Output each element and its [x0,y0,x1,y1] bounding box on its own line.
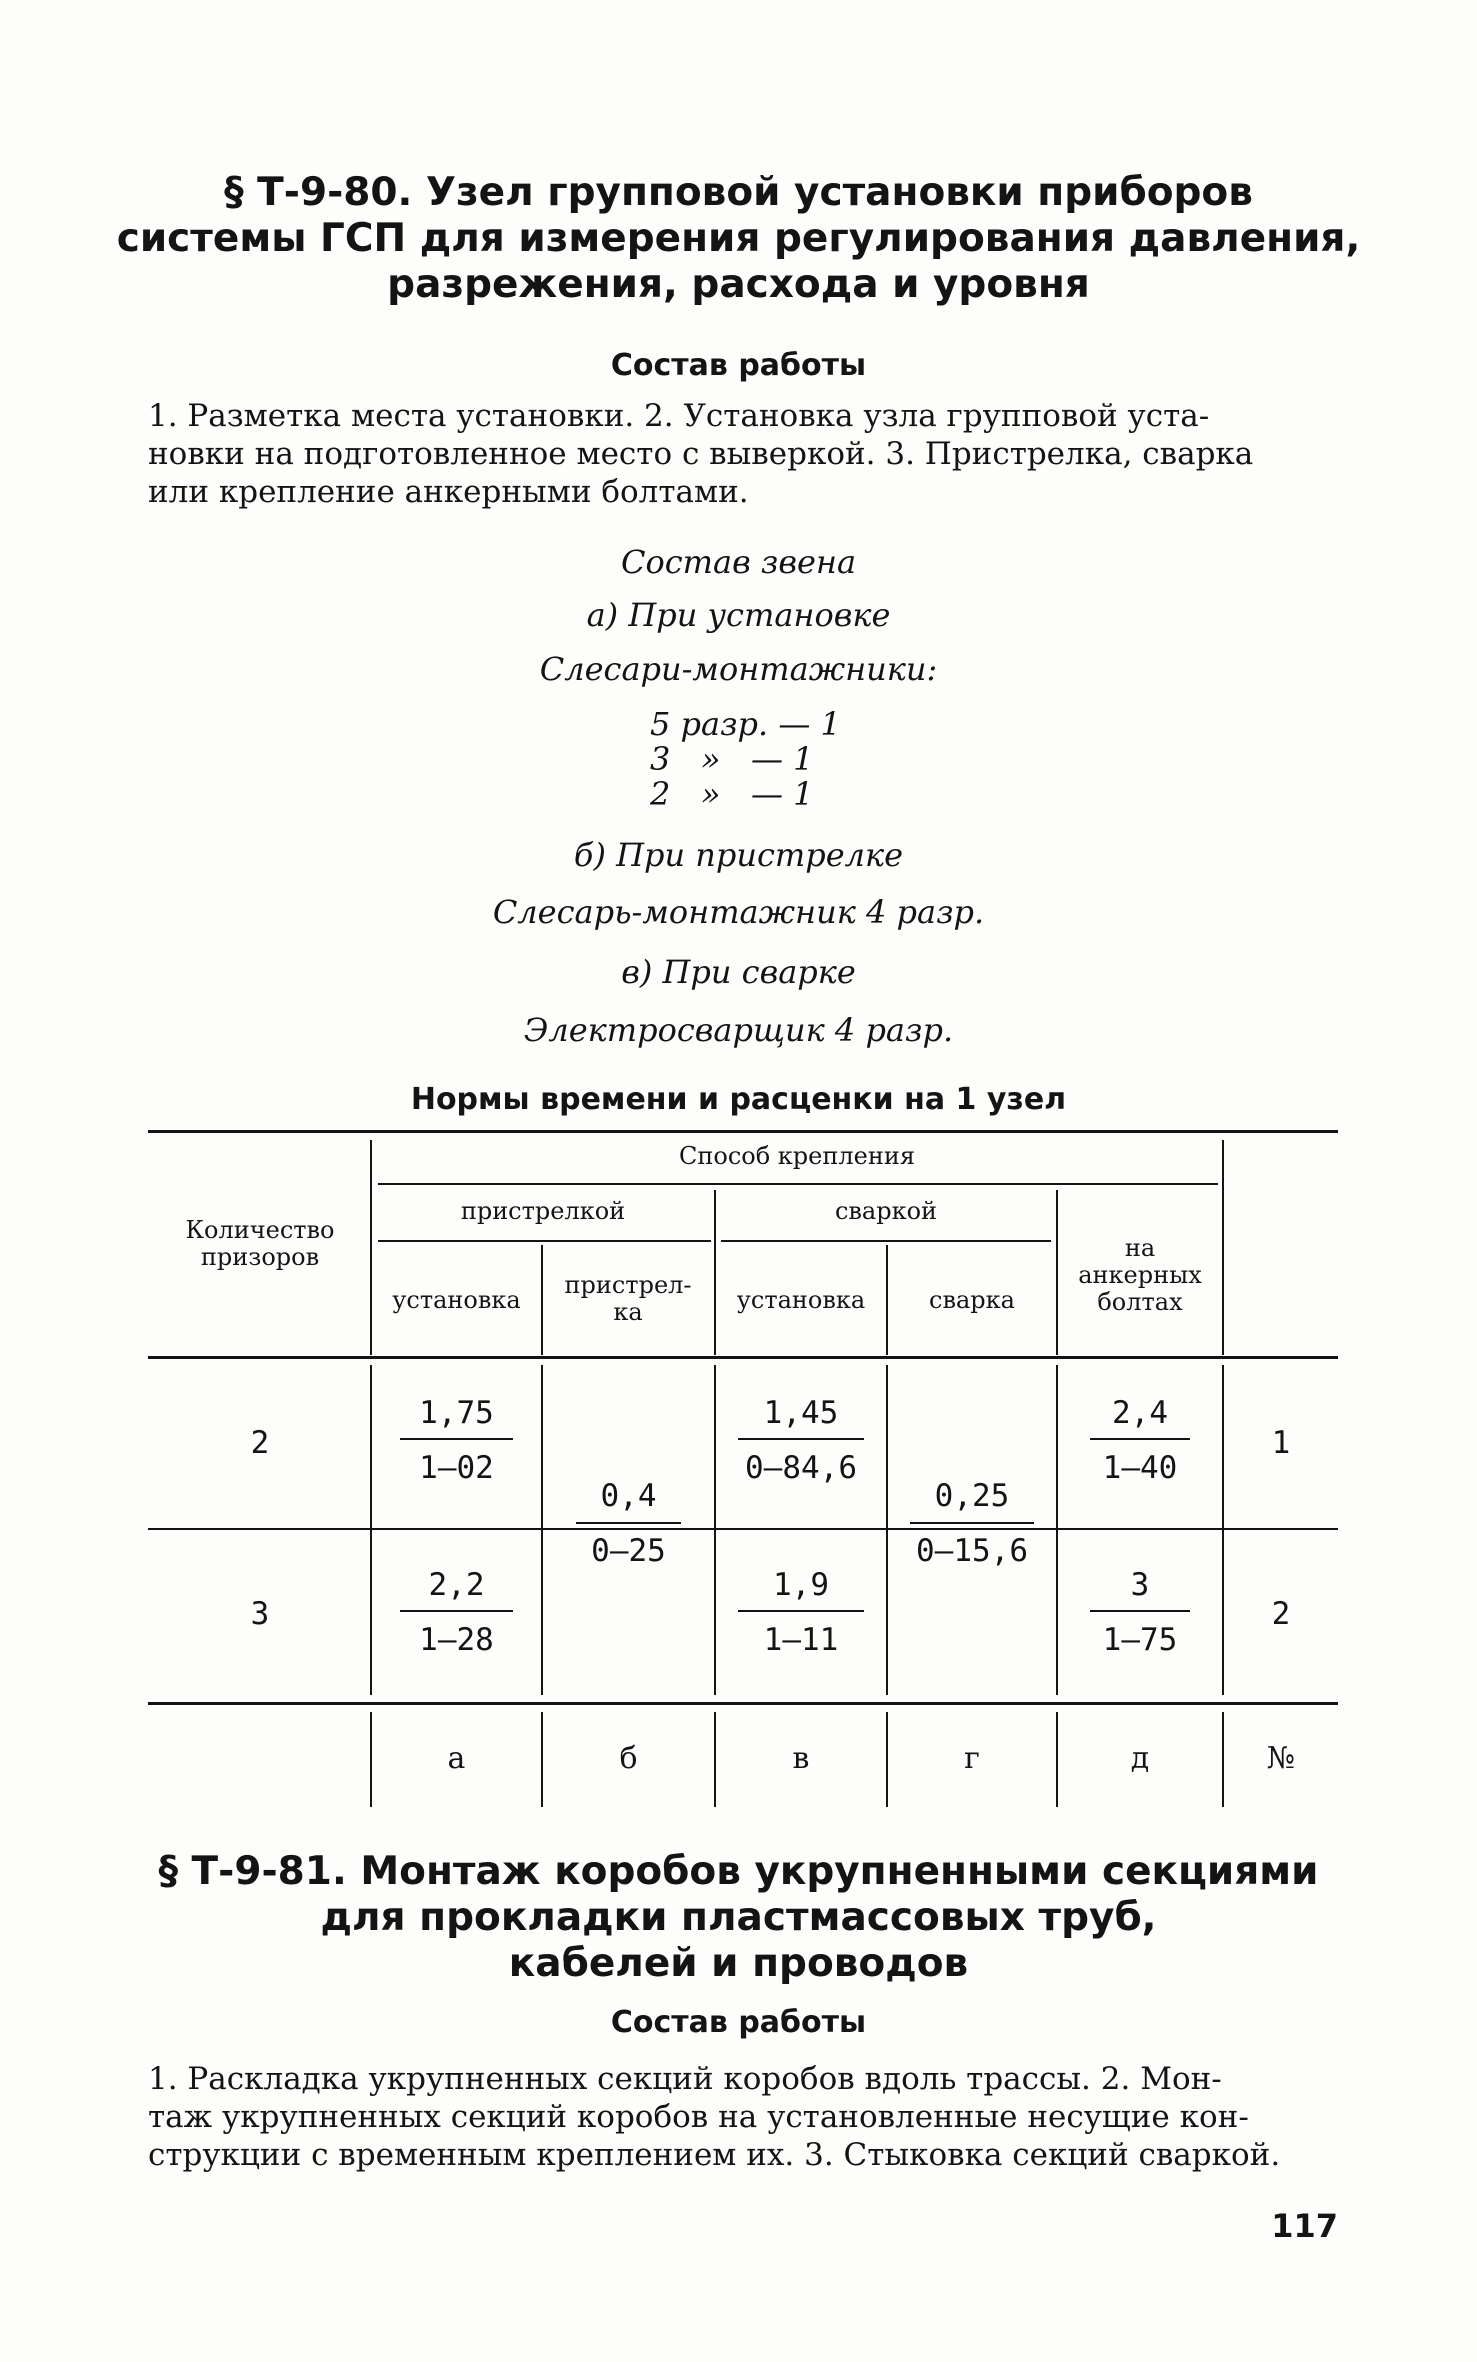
column-letter: а [447,1741,466,1776]
work-heading: Состав работы [610,348,867,383]
fraction-bar [910,1522,1034,1524]
header-install: установка [392,1286,521,1314]
section2-title-line-2: для прокладки пластмассовых труб, [320,1895,1157,1940]
crew-c-role: Электросварщик 4 разр. [523,1011,954,1049]
table-rule [148,1130,1338,1133]
column-letter: № [1266,1741,1296,1776]
table-rule [886,1365,888,1695]
table-rule [1222,1140,1224,1355]
fraction-bar [738,1438,864,1440]
table-rule [541,1365,543,1695]
fraction-bar [400,1438,513,1440]
g-bottom: 0—15,6 [916,1533,1028,1569]
section2-title-line-1: § Т-9-81. Монтаж коробов укрупненными секциями [158,1849,1319,1894]
header-weld: сваркой [834,1197,938,1225]
work-line: или крепление анкерными болтами. [148,474,749,510]
page-number: 117 [1271,2207,1338,2245]
table-rule [541,1245,543,1355]
section2-work-line: струкции с временным креплением их. 3. Стыковка секций сваркой. [148,2137,1281,2173]
column-letter: г [964,1741,980,1776]
header-shot: пристрелкой [460,1197,626,1225]
row1-v-top: 1,45 [763,1395,839,1431]
row1-d-bottom: 1—40 [1102,1450,1178,1486]
row1-a-top: 1,75 [419,1395,494,1431]
header-shooting: пристрел- ка [564,1271,692,1326]
crew-a: а) При установке [586,596,891,634]
row2-a-bottom: 1—28 [419,1622,494,1658]
row1-number: 1 [1271,1425,1291,1461]
header-install-2: установка [736,1286,866,1314]
crew-b: б) При пристрелке [573,836,904,874]
fraction-bar [576,1522,681,1524]
table-rule [148,1528,1338,1530]
row1-quantity: 2 [250,1425,270,1461]
fraction-bar [1090,1610,1190,1612]
table-rule [1222,1365,1224,1695]
header-welding: сварка [929,1286,1015,1314]
row2-d-bottom: 1—75 [1102,1622,1178,1658]
table-rule [721,1240,1051,1242]
table-rule [370,1140,372,1355]
section-title-line-1: § Т-9-80. Узел групповой установки приборов [224,170,1253,215]
table-rule [148,1702,1338,1705]
header-anchor: на анкерных болтах [1078,1234,1202,1316]
crew-a-item: 5 разр. — 1 [650,705,841,743]
section2-work-line: 1. Раскладка укрупненных секций коробов вдоль трассы. 2. Мон- [148,2061,1222,2097]
crew-a-item: 3 » — 1 [650,740,814,778]
crew-b-role: Слесарь-монтажник 4 разр. [492,893,985,931]
row2-d-top: 3 [1130,1567,1150,1603]
crew-a-item: 2 » — 1 [650,775,814,813]
section-title-line-2: системы ГСП для измерения регулирования давления, [116,216,1361,261]
crew-c: в) При сварке [621,953,856,991]
row2-v-bottom: 1—11 [763,1622,839,1658]
row1-v-bottom: 0—84,6 [745,1450,857,1486]
g-top: 0,25 [934,1478,1010,1514]
work-line: новки на подготовленное место с выверкой. 3. Пристрелка, сварка [148,436,1254,472]
column-letter: д [1130,1741,1150,1776]
table-rule [148,1356,1338,1359]
work-line: 1. Разметка места установки. 2. Установка узла групповой уста- [148,398,1210,434]
row2-quantity: 3 [250,1596,270,1632]
fraction-bar [738,1610,864,1612]
row1-a-bottom: 1—02 [419,1450,494,1486]
crew-heading: Состав звена [620,543,857,581]
section-title-line-3: разрежения, расхода и уровня [387,262,1090,307]
row2-a-top: 2,2 [428,1567,485,1603]
fraction-bar [1090,1438,1190,1440]
crew-a-role: Слесари-монтажники: [539,650,938,688]
column-letter: б [619,1741,638,1776]
header-quantity: Количество призоров [185,1216,335,1271]
b-bottom: 0—25 [591,1533,666,1569]
column-letter: в [792,1741,810,1776]
fraction-bar [400,1610,513,1612]
section2-work-line: таж укрупненных секций коробов на установленные несущие кон- [148,2099,1249,2135]
norms-heading: Нормы времени и расценки на 1 узел [410,1082,1067,1117]
table-rule [1056,1190,1058,1355]
section2-work-heading: Состав работы [610,2005,867,2040]
row2-v-top: 1,9 [773,1567,829,1603]
b-top: 0,4 [600,1478,657,1514]
table-rule [378,1240,711,1242]
section2-title-line-3: кабелей и проводов [508,1941,969,1986]
row1-d-top: 2,4 [1112,1395,1168,1431]
table-rule [378,1183,1218,1185]
header-method: Способ крепления [679,1142,915,1170]
row2-number: 2 [1271,1596,1291,1632]
